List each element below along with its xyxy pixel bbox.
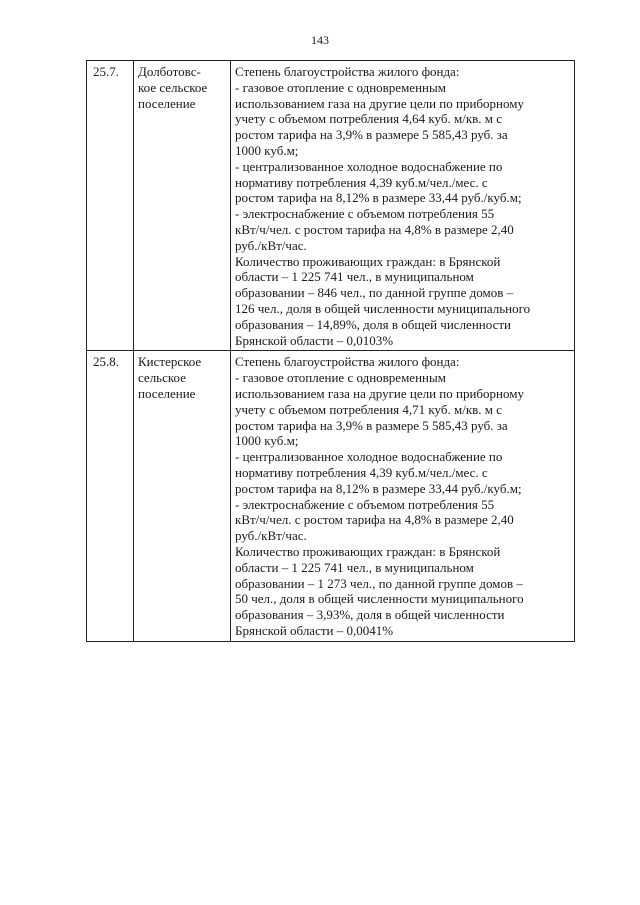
description-line: - электроснабжение с объемом потребления 55: [235, 496, 495, 512]
description-line: кВт/ч/чел. с ростом тарифа на 4,8% в размере 2,40: [235, 221, 514, 237]
description-line: нормативу потребления 4,39 куб.м/чел./мес. с: [235, 174, 488, 190]
table-row: [87, 61, 575, 351]
settlement-name-line: поселение: [138, 95, 196, 111]
description-line: области – 1 225 741 чел., в муниципальном: [235, 559, 474, 575]
description-line: - газовое отопление с одновременным: [235, 79, 446, 95]
description-line: области – 1 225 741 чел., в муниципальном: [235, 269, 474, 285]
description-line: кВт/ч/чел. с ростом тарифа на 4,8% в размере 2,40: [235, 512, 514, 528]
settlement-name-line: поселение: [138, 385, 196, 401]
description-line: 1000 куб.м;: [235, 142, 299, 158]
description-line: ростом тарифа на 8,12% в размере 33,44 руб./куб.м;: [235, 480, 522, 496]
description-line: - централизованное холодное водоснабжение по: [235, 449, 503, 465]
description-line: Количество проживающих граждан: в Брянской: [235, 543, 501, 559]
row-number: 25.7.: [87, 61, 134, 351]
description-line: образовании – 1 273 чел., по данной группе домов –: [235, 575, 523, 591]
description-line: 1000 куб.м;: [235, 433, 299, 449]
description-line: - газовое отопление с одновременным: [235, 370, 446, 386]
description-line: 126 чел., доля в общей численности муниципального: [235, 300, 531, 316]
settlement-table: [86, 60, 575, 642]
settlement-name-line: сельское: [138, 370, 186, 386]
settlement-name: [134, 351, 231, 641]
description-line: ростом тарифа на 8,12% в размере 33,44 руб./куб.м;: [235, 190, 522, 206]
description-line: руб./кВт/час.: [235, 528, 307, 544]
page-number: 143: [311, 33, 329, 47]
settlement-description: [231, 61, 575, 351]
settlement-description: [231, 351, 575, 641]
description-line: - электроснабжение с объемом потребления 55: [235, 206, 495, 222]
description-line: Брянской области – 0,0103%: [235, 332, 394, 348]
settlement-name-line: Кистерское: [138, 354, 202, 370]
description-line: Количество проживающих граждан: в Брянской: [235, 253, 501, 269]
settlement-name-line: Долботовс-: [138, 64, 201, 79]
description-line: Брянской области – 0,0041%: [235, 622, 394, 638]
table-row: [87, 351, 575, 641]
description-line: образования – 3,93%, доля в общей численности: [235, 607, 505, 623]
description-line: руб./кВт/час.: [235, 237, 307, 253]
description-line: нормативу потребления 4,39 куб.м/чел./мес. с: [235, 464, 488, 480]
description-line: 50 чел., доля в общей численности муниципального: [235, 591, 524, 607]
description-line: ростом тарифа на 3,9% в размере 5 585,43 руб. за: [235, 417, 508, 433]
description-line: Степень благоустройства жилого фонда:: [235, 64, 460, 79]
description-line: учету с объемом потребления 4,64 куб. м/кв. м с: [235, 111, 503, 127]
description-line: учету с объемом потребления 4,71 куб. м/кв. м с: [235, 401, 503, 417]
description-line: - централизованное холодное водоснабжение по: [235, 158, 503, 174]
description-line: образования – 14,89%, доля в общей численности: [235, 316, 511, 332]
description-line: Степень благоустройства жилого фонда:: [235, 354, 460, 370]
description-line: использованием газа на другие цели по приборному: [235, 385, 524, 401]
description-line: использованием газа на другие цели по приборному: [235, 95, 524, 111]
description-line: образовании – 846 чел., по данной группе домов –: [235, 285, 514, 301]
row-number: 25.8.: [87, 351, 134, 641]
description-line: ростом тарифа на 3,9% в размере 5 585,43 руб. за: [235, 127, 508, 143]
settlement-name-line: кое сельское: [138, 79, 208, 95]
settlement-name: [134, 61, 231, 351]
